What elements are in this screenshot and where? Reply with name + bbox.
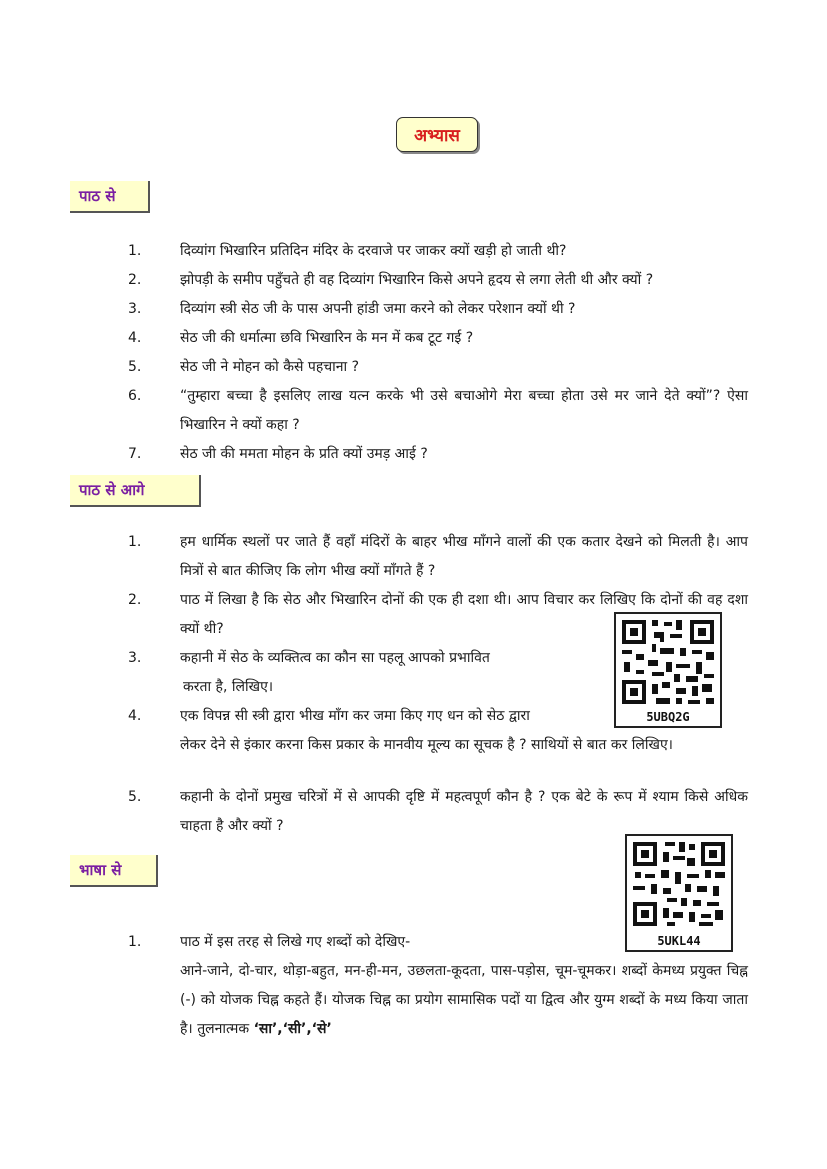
question-number: 1.	[128, 243, 142, 259]
question-number: 4.	[128, 330, 142, 346]
question-text: लेकर देने से इंकार करना किस प्रकार के मानवीय मूल्य का सूचक है ? साथियों से बात कर लिखिए।	[180, 737, 673, 753]
question-number: 2.	[128, 592, 142, 608]
page-title: अभ्यास	[396, 117, 478, 152]
section-heading-paath-se-aage: पाठ से आगे	[70, 475, 201, 507]
question-number: 5.	[128, 789, 142, 805]
question-text-line: करता है, लिखिए।	[183, 679, 274, 695]
question-text: सेठ जी ने मोहन को कैसे पहचाना ?	[180, 359, 360, 375]
question-text: दिव्यांग भिखारिन प्रतिदिन मंदिर के दरवाजे पर जाकर क्यों खड़ी हो जाती थी?	[180, 243, 567, 259]
qr-code-label: 5UBQ2G	[646, 710, 690, 724]
question-text-body: आने-जाने, दो-चार, थोड़ा-बहुत, मन-ही-मन, उछलता-कूदता, पास-पड़ोस, चूम-चूमकर। शब्दों केमध्य प्रयुक्त चिह्न (-) को योजक चिह्न कहते हैं। योजक चिह्न का प्रयोग सामासिक पदों या द्वित्व और युग्म शब्दों के मध्य किया जाता है। तुलनात्मक	[180, 963, 748, 1037]
question-number: 3.	[128, 650, 142, 666]
question-text: झोपड़ी के समीप पहुँचते ही वह दिव्यांग भिखारिन किसे अपने हृदय से लगा लेती थी और क्यों ?	[180, 272, 654, 288]
question-text-bold: ‘सा’,‘सी’,‘से’	[253, 1021, 332, 1037]
question-text	[180, 957, 748, 1044]
question-text: सेठ जी की ममता मोहन के प्रति क्यों उमड़ आई ?	[180, 446, 428, 462]
qr-code[interactable]	[614, 612, 722, 728]
question-number: 1.	[128, 934, 142, 950]
question-text: हम धार्मिक स्थलों पर जाते हैं वहाँ मंदिरों के बाहर भीख माँगने वालों की एक कतार देखने को मिलती है। आप मित्रों से बात कीजिए कि लोग भीख क्यों माँगते हैं ?	[180, 534, 748, 579]
question-number: 3.	[128, 301, 142, 317]
question-number: 7.	[128, 446, 142, 462]
question-text-line: एक विपन्न सी स्त्री द्वारा भीख माँग कर जमा किए गए धन को सेठ द्वारा	[180, 708, 530, 724]
qr-code-icon	[627, 836, 731, 932]
question-number: 2.	[128, 272, 142, 288]
section-heading-paath-se: पाठ से	[70, 181, 150, 213]
question-number: 1.	[128, 534, 142, 550]
question-text: कहानी के दोनों प्रमुख चरित्रों में से आपकी दृष्टि में महत्वपूर्ण कौन है ? एक बेटे के रूप में श्याम किसे अधिक चाहता है और क्यों ?	[180, 789, 748, 834]
question-text: सेठ जी की धर्मात्मा छवि भिखारिन के मन में कब टूट गई ?	[180, 330, 474, 346]
question-number: 6.	[128, 388, 142, 404]
question-number: 4.	[128, 708, 142, 724]
qr-code-label: 5UKL44	[657, 934, 701, 948]
question-text-line: पाठ में इस तरह से लिखे गए शब्दों को देखिए-	[180, 934, 411, 950]
qr-code[interactable]	[625, 834, 733, 952]
question-text: पाठ में लिखा है कि सेठ और भिखारिन दोनों की एक ही दशा थी। आप विचार कर लिखिए कि दोनों की वह दशा क्यों थी?	[180, 592, 748, 637]
question-text: दिव्यांग स्त्री सेठ जी के पास अपनी हांडी जमा करने को लेकर परेशान क्यों थी ?	[180, 301, 576, 317]
question-text: “तुम्हारा बच्चा है इसलिए लाख यत्न करके भी उसे बचाओगे मेरा बच्चा होता उसे मर जाने देते क्यों”? ऐसा भिखारिन ने क्यों कहा ?	[180, 388, 748, 433]
question-text-line: कहानी में सेठ के व्यक्तित्व का कौन सा पहलू आपको प्रभावित	[180, 650, 490, 666]
question-number: 5.	[128, 359, 142, 375]
section-heading-bhasha-se: भाषा से	[70, 855, 158, 887]
qr-code-icon	[616, 614, 720, 710]
